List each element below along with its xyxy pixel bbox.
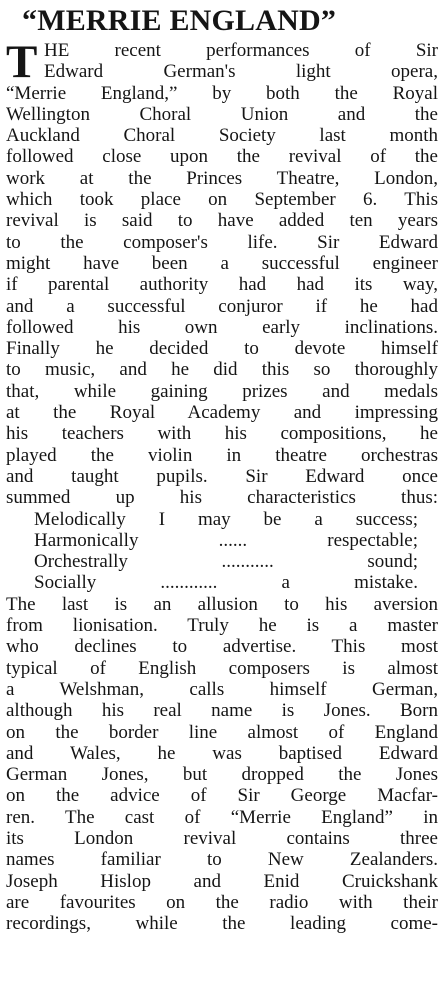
- article-line: which took place on September 6. This: [6, 189, 438, 211]
- article-line: Wellington Choral Union and the: [6, 103, 438, 125]
- article-line: a Welshman, calls himself German,: [6, 678, 438, 700]
- article-line: Finally he decided to devote himself: [6, 338, 438, 360]
- article-line: on the advice of Sir George Macfar-: [6, 785, 438, 807]
- poem-line: Socially ............ a mistake.: [34, 572, 418, 594]
- article-line: who declines to advertise. This most: [6, 636, 438, 658]
- article-line: from lionisation. Truly he is a master: [6, 615, 438, 637]
- article-line: names familiar to New Zealanders.: [6, 849, 438, 871]
- article-line: played the violin in theatre orchestras: [6, 444, 438, 466]
- article-line: might have been a successful engineer: [6, 252, 438, 274]
- article-line: that, while gaining prizes and medals: [6, 380, 438, 402]
- article-line: on the border line almost of England: [6, 721, 438, 743]
- article-line: typical of English composers is almost: [6, 657, 438, 679]
- article-line: its London revival contains three: [6, 827, 438, 849]
- article-line: are favourites on the radio with their: [6, 891, 438, 913]
- article-headline: “MERRIE ENGLAND”: [22, 4, 337, 37]
- drop-cap: T: [6, 36, 38, 88]
- article-line: The last is an allusion to his aversion: [6, 593, 438, 615]
- article-line: and taught pupils. Sir Edward once: [6, 465, 438, 487]
- article-line: to the composer's life. Sir Edward: [6, 231, 438, 253]
- article-body: [6, 36, 438, 935]
- article-line: German Jones, but dropped the Jones: [6, 764, 438, 786]
- article-line: Joseph Hislop and Enid Cruickshank: [6, 870, 438, 892]
- article-line: followed close upon the revival of the: [6, 146, 438, 168]
- article-line: recordings, while the leading come-: [6, 913, 438, 935]
- article-line: although his real name is Jones. Born: [6, 700, 438, 722]
- poem-line: Melodically I may be a success;: [34, 508, 418, 530]
- poem-line: Orchestrally ........... sound;: [34, 551, 418, 573]
- article-line: followed his own early inclinations.: [6, 316, 438, 338]
- poem-line: Harmonically ...... respectable;: [34, 529, 418, 551]
- article-line: “Merrie England,” by both the Royal: [6, 82, 438, 104]
- article-line: Edward German's light opera,: [44, 61, 438, 83]
- article-line: to music, and he did this so thoroughly: [6, 359, 438, 381]
- article-line: Auckland Choral Society last month: [6, 125, 438, 147]
- article-line: revival is said to have added ten years: [6, 210, 438, 232]
- article-line: ren. The cast of “Merrie England” in: [6, 806, 438, 828]
- article-line: and a successful conjuror if he had: [6, 295, 438, 317]
- article-line: at the Royal Academy and impressing: [6, 402, 438, 424]
- article-line: if parental authority had had its way,: [6, 274, 438, 296]
- article-line: his teachers with his compositions, he: [6, 423, 438, 445]
- article-line: summed up his characteristics thus:: [6, 487, 438, 509]
- article-line: HE recent performances of Sir: [44, 40, 438, 61]
- article-line: work at the Princes Theatre, London,: [6, 167, 438, 189]
- article-line: and Wales, he was baptised Edward: [6, 742, 438, 764]
